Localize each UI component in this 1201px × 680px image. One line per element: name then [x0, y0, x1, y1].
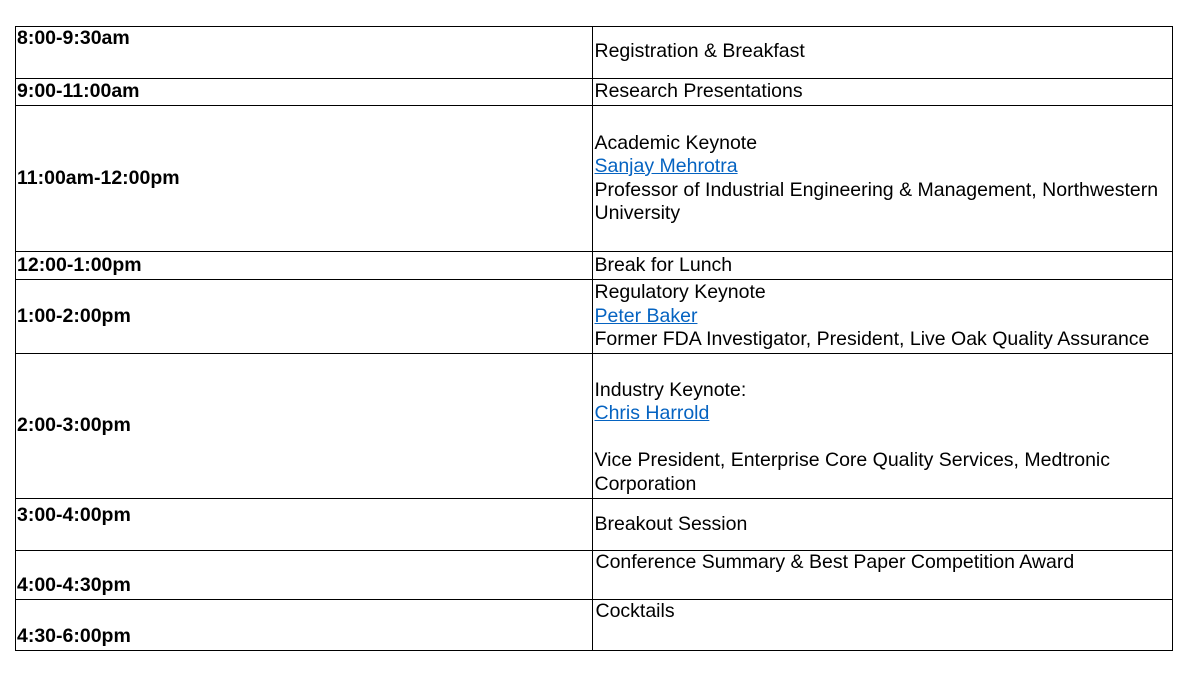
event-title: Breakout Session — [594, 512, 748, 535]
table-row — [16, 499, 1173, 551]
event-title: Research Presentations — [594, 80, 803, 103]
speaker-affiliation: Professor of Industrial Engineering & Management, Northwestern University — [594, 178, 1159, 224]
time-cell: 4:30-6:00pm — [16, 600, 593, 651]
time-cell: 8:00-9:30am — [16, 27, 593, 79]
event-cell — [593, 280, 1173, 354]
speaker-affiliation: Former FDA Investigator, President, Live Oak Quality Assurance — [594, 328, 1150, 351]
event-cell — [593, 106, 1173, 252]
speaker-link-peter-baker[interactable]: Peter Baker — [594, 304, 698, 327]
time-cell: 4:00-4:30pm — [16, 551, 593, 600]
event-cell — [593, 600, 1173, 651]
table-row — [16, 27, 1173, 79]
event-cell — [593, 551, 1173, 600]
table-row — [16, 252, 1173, 280]
event-cell — [593, 499, 1173, 551]
event-cell — [593, 27, 1173, 79]
event-cell — [593, 354, 1173, 499]
table-row — [16, 79, 1173, 106]
event-title: Academic Keynote — [594, 131, 758, 154]
table-row — [16, 280, 1173, 354]
event-title: Industry Keynote: — [594, 378, 747, 401]
time-cell: 2:00-3:00pm — [16, 354, 593, 499]
event-title: Registration & Breakfast — [594, 40, 805, 62]
speaker-link-chris-harrold[interactable]: Chris Harrold — [594, 402, 710, 424]
time-cell: 3:00-4:00pm — [16, 499, 593, 551]
table-row — [16, 600, 1173, 651]
table-row — [16, 354, 1173, 499]
time-cell: 12:00-1:00pm — [16, 252, 593, 280]
speaker-link-sanjay-mehrotra[interactable]: Sanjay Mehrotra — [594, 155, 738, 177]
time-cell: 1:00-2:00pm — [16, 280, 593, 354]
blank-line — [594, 426, 1172, 450]
event-title: Regulatory Keynote — [594, 281, 766, 304]
table-row — [16, 106, 1173, 252]
event-cell — [593, 252, 1173, 280]
time-cell: 11:00am-12:00pm — [16, 106, 593, 252]
event-title: Break for Lunch — [594, 253, 733, 276]
speaker-affiliation: Vice President, Enterprise Core Quality Services, Medtronic Corporation — [594, 449, 1111, 495]
time-cell: 9:00-11:00am — [16, 79, 593, 106]
event-cell — [593, 79, 1173, 106]
schedule-table — [15, 26, 1173, 651]
event-title: Conference Summary & Best Paper Competition Award — [595, 551, 1075, 573]
event-title: Cocktails — [595, 600, 675, 622]
table-row — [16, 551, 1173, 600]
